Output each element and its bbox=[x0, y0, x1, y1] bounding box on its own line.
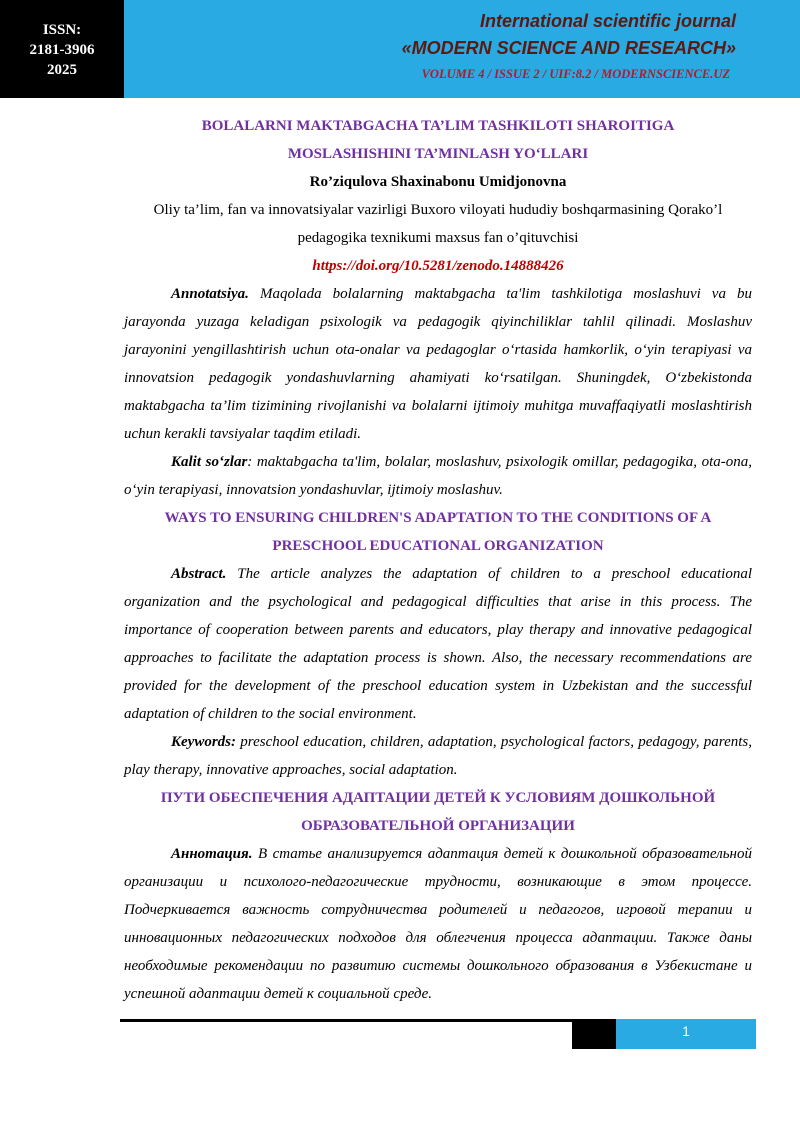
annotation-uz-label: Annotatsiya. bbox=[171, 286, 249, 302]
keywords-uz-label: Kalit so‘zlar bbox=[171, 454, 248, 470]
journal-name: «MODERN SCIENCE AND RESEARCH» bbox=[401, 38, 736, 58]
title-ru-line-1: ПУТИ ОБЕСПЕЧЕНИЯ АДАПТАЦИИ ДЕТЕЙ К УСЛОВИЯМ ДОШКОЛЬНОЙ bbox=[160, 790, 716, 806]
issn-year: 2025 bbox=[47, 62, 77, 78]
keywords-en-text: preschool education, children, adaptation, psychological factors, pedagogy, parents, play therapy, innovative approaches, social adaptation. bbox=[124, 734, 752, 778]
issn-box bbox=[0, 0, 124, 98]
annotation-uz-text: Maqolada bolalarning maktabgacha ta'lim tashkilotiga moslashuvi va bu jarayonda yuzaga keladigan psixologik va pedagogik qiyinchiliklar tahlil qilinadi. Moslashuv jarayonini yengillashtirish uchun ota-onalar va pedagoglar o‘rtasida hamkorlik, o‘yin terapiyasi va innovatsion pedagogik yondashuvlarning ahamiyati ko‘rsatilgan. Shuningdek, O‘zbekistonda maktabgacha ta’lim tizimining rivojlanishi va bolalarni ijtimoiy muhitga muvaffaqiyatli moslashtirish uchun kerakli tavsiyalar taqdim etiladi. bbox=[124, 286, 752, 442]
issn-label: ISSN: bbox=[42, 22, 82, 38]
annotation-uz bbox=[124, 280, 752, 448]
annotation-ru-label: Аннотация. bbox=[171, 846, 253, 862]
doi-link[interactable]: https://doi.org/10.5281/zenodo.14888426 bbox=[312, 258, 564, 274]
title-uz-line-1: BOLALARNI MAKTABGACHA TA’LIM TASHKILOTI SHAROITIGA bbox=[201, 118, 675, 134]
annotation-ru bbox=[124, 840, 752, 1008]
keywords-en bbox=[124, 728, 752, 784]
title-ru-line-2: ОБРАЗОВАТЕЛЬНОЙ ОРГАНИЗАЦИИ bbox=[301, 818, 575, 834]
footer-black-block bbox=[572, 1019, 616, 1049]
article-content bbox=[124, 112, 752, 1008]
title-uz-line-2: MOSLASHISHINI TA’MINLASH YO‘LLARI bbox=[287, 146, 589, 162]
keywords-uz-text: : maktabgacha ta'lim, bolalar, moslashuv, psixologik omillar, pedagogika, ota-ona, o‘yin terapiyasi, innovatsion yondashuvlar, ijtimoiy moslashuv. bbox=[124, 454, 752, 498]
footer-rule bbox=[120, 1019, 572, 1022]
title-en-line-2: PRESCHOOL EDUCATIONAL ORGANIZATION bbox=[272, 538, 604, 554]
abstract-label: Abstract. bbox=[171, 566, 227, 582]
title-en-line-1: WAYS TO ENSURING CHILDREN'S ADAPTATION TO THE CONDITIONS OF A bbox=[164, 510, 712, 526]
annotation-ru-text: В статье анализируется адаптация детей к дошкольной образовательной организации и психолого-педагогические трудности, возникающие в этом процессе. Подчеркивается важность сотрудничества родителей и педагогов, игровой терапии и инновационных педагогических подходов для облегчения процесса адаптации. Также даны необходимые рекомендации по развитию системы дошкольного образования в Узбекистане и успешной адаптации детей к социальной среде. bbox=[124, 846, 752, 1002]
abstract-text: The article analyzes the adaptation of children to a preschool educational organization and the psychological and pedagogical difficulties that arise in this process. The importance of cooperation between parents and educators, play therapy and innovative pedagogical approaches to facilitate the adaptation process is shown. Also, the necessary recommendations are provided for the development of the preschool education system in Uzbekistan and the successful adaptation of children to the social environment. bbox=[124, 566, 752, 722]
keywords-uz bbox=[124, 448, 752, 504]
issn-number: 2181-3906 bbox=[29, 42, 95, 58]
author-affiliation: Oliy ta’lim, fan va innovatsiyalar vazirligi Buxoro viloyati hududiy boshqarmasining Qorako’l pedagogika texnikumi maxsus fan o’qituvchisi bbox=[153, 202, 723, 246]
page-number: 1 bbox=[616, 1019, 756, 1049]
journal-header bbox=[0, 0, 800, 98]
abstract-en bbox=[124, 560, 752, 728]
journal-volume-line: VOLUME 4 / ISSUE 2 / UIF:8.2 / MODERNSCIENCE.UZ bbox=[421, 67, 730, 81]
keywords-en-label: Keywords: bbox=[171, 734, 236, 750]
journal-type: International scientific journal bbox=[479, 11, 736, 31]
author-name: Ro’ziqulova Shaxinabonu Umidjonovna bbox=[309, 174, 567, 190]
